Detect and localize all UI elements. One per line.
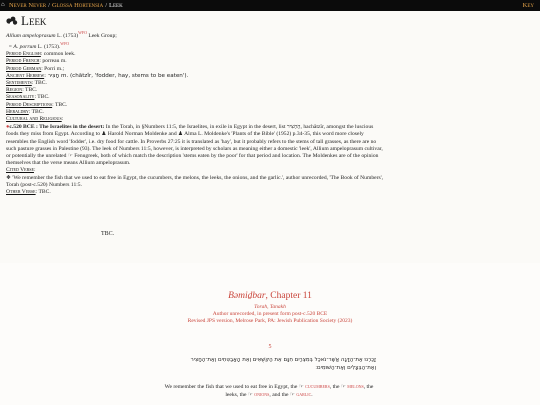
heraldry: Heraldry: TBC. — [6, 108, 44, 115]
period-french: Period French: porreau m. — [6, 58, 67, 65]
period-english: Period English: common leek. — [6, 51, 76, 58]
sentiments: Sentiments: TBC. — [6, 79, 47, 86]
breadcrumb-never-never[interactable]: Never Never — [9, 2, 47, 9]
ancient-hebrew: Ancient Hebrew: חָצִיר m. (chātzîr, 'fodder, hay, stems to be eaten'). — [6, 72, 189, 79]
link-cucumbers[interactable]: cucumbers — [305, 384, 330, 390]
cultural-religious: Cultural and Religious: — [6, 115, 64, 122]
bullet-icon: ● — [6, 124, 10, 131]
link-garlic[interactable]: garlic — [296, 391, 312, 398]
breadcrumb-current: Leek — [109, 2, 123, 9]
key-link[interactable]: Key — [522, 2, 534, 9]
verse-number: 5 — [268, 344, 272, 350]
link-onions[interactable]: onions — [254, 391, 270, 398]
period-german: Period German: Porri m.; — [6, 65, 65, 72]
sci-name-line-2: = A. porrum L. (1753).$^{WFO}$ — [8, 41, 70, 50]
leek-entry — [6, 13, 386, 196]
top-bar — [0, 0, 540, 11]
other-verse: Other Verse: TBC. — [6, 188, 51, 195]
breadcrumb: Never Never / Glossa Hortensia / Leek — [9, 2, 123, 9]
period-descriptions: Period Descriptions: TBC. — [6, 101, 68, 108]
hebrew-verse: זָכַרְנוּ אֶת־הַדָּגָה אֲשֶׁר־נֹאכַל בְּמִצְרַיִם חִנָּם אֵת הַקִּשֻּׁאִים וְאֵת הָאֲבַטִּחִים וְאֶת־הֶחָצִיר וְאֶת־הַבְּצָלִים וְאֶת־הַשּׁוּמִים׃ — [190, 357, 376, 371]
cultural-paragraph: ●c.520 BCE : The Israelites in the desert: In the Torah, in §Numbers 11:5, the Israelites, in exile in Egypt in the desert, list הֶחָצִיר, hachātzîr, amongst the luscious foods they miss from Egypt. According to ♟ Harold Norman Moldenke and ♟ Alma L. Moldenke's 'Plants of the Bible' (1952) p.34-35, this word more closely resembles the English word 'fodder', i.e. dry food for cattle. In Proverbs 27:25 it is translated as 'hay', but it probably refers to the stems of tall grasses, as there are no such pasture grasses in Palestine (93). The leek of Numbers 11:5, however, is interpreted by scholars as meaning either a domestic 'leek', Allium ampeloprasum cultivar, or potentially the unrelated ☞ Fenugreek, both of which match the description 'stems eaten by the poor' for that period and location. The Moldenkes are of the opinion themselves that the verse means Allium ampeloprasum. — [6, 124, 383, 167]
entry-title: Leek — [21, 13, 47, 28]
home-icon[interactable]: ⌂ — [1, 2, 5, 8]
tbc-note: TBC. — [101, 231, 115, 237]
entry-title-row — [6, 13, 386, 28]
chapter-title: Bəmiḏbar, Chapter 11 — [228, 291, 312, 301]
cited-verse: Cited Verse: — [6, 167, 36, 174]
chapter-author: Author unrecorded, in present form post-c.520 BCE — [212, 311, 328, 317]
bible-panel — [0, 263, 540, 405]
english-verse: We remember the fish that we used to eat free in Egypt, the ☞ cucumbers, the ☞ melons, the leeks, the ☞ onions, and the ☞ garlic. — [164, 384, 374, 398]
cited-verse-text: ❖ 'We remember the fish that we used to eat free in Egypt, the cucumbers, the melons, the leeks, the onions, and the garlic.', author unrecorded, 'The Book of Numbers', Torah (post-c.520) Numbers 11:5. — [6, 174, 384, 188]
breadcrumb-glossa-hortensia[interactable]: Glossa Hortensia — [51, 2, 104, 9]
region: Region: TBC. — [6, 87, 38, 94]
chapter-subtitle: Torah, Tanakh — [254, 304, 286, 310]
entry-panel — [0, 11, 540, 263]
sci-name-line-1: Allium ampeloprasum L. $(1753)^{WFO}$ Leek Group; — [6, 30, 117, 39]
chapter-edition: Revised JPS version, Melrose Park, PA: Jewish Publication Society (2023) — [187, 318, 353, 324]
seasonality: Seasonality: TBC. — [6, 94, 50, 101]
flower-icon — [6, 16, 18, 26]
link-melons[interactable]: melons — [347, 384, 364, 390]
